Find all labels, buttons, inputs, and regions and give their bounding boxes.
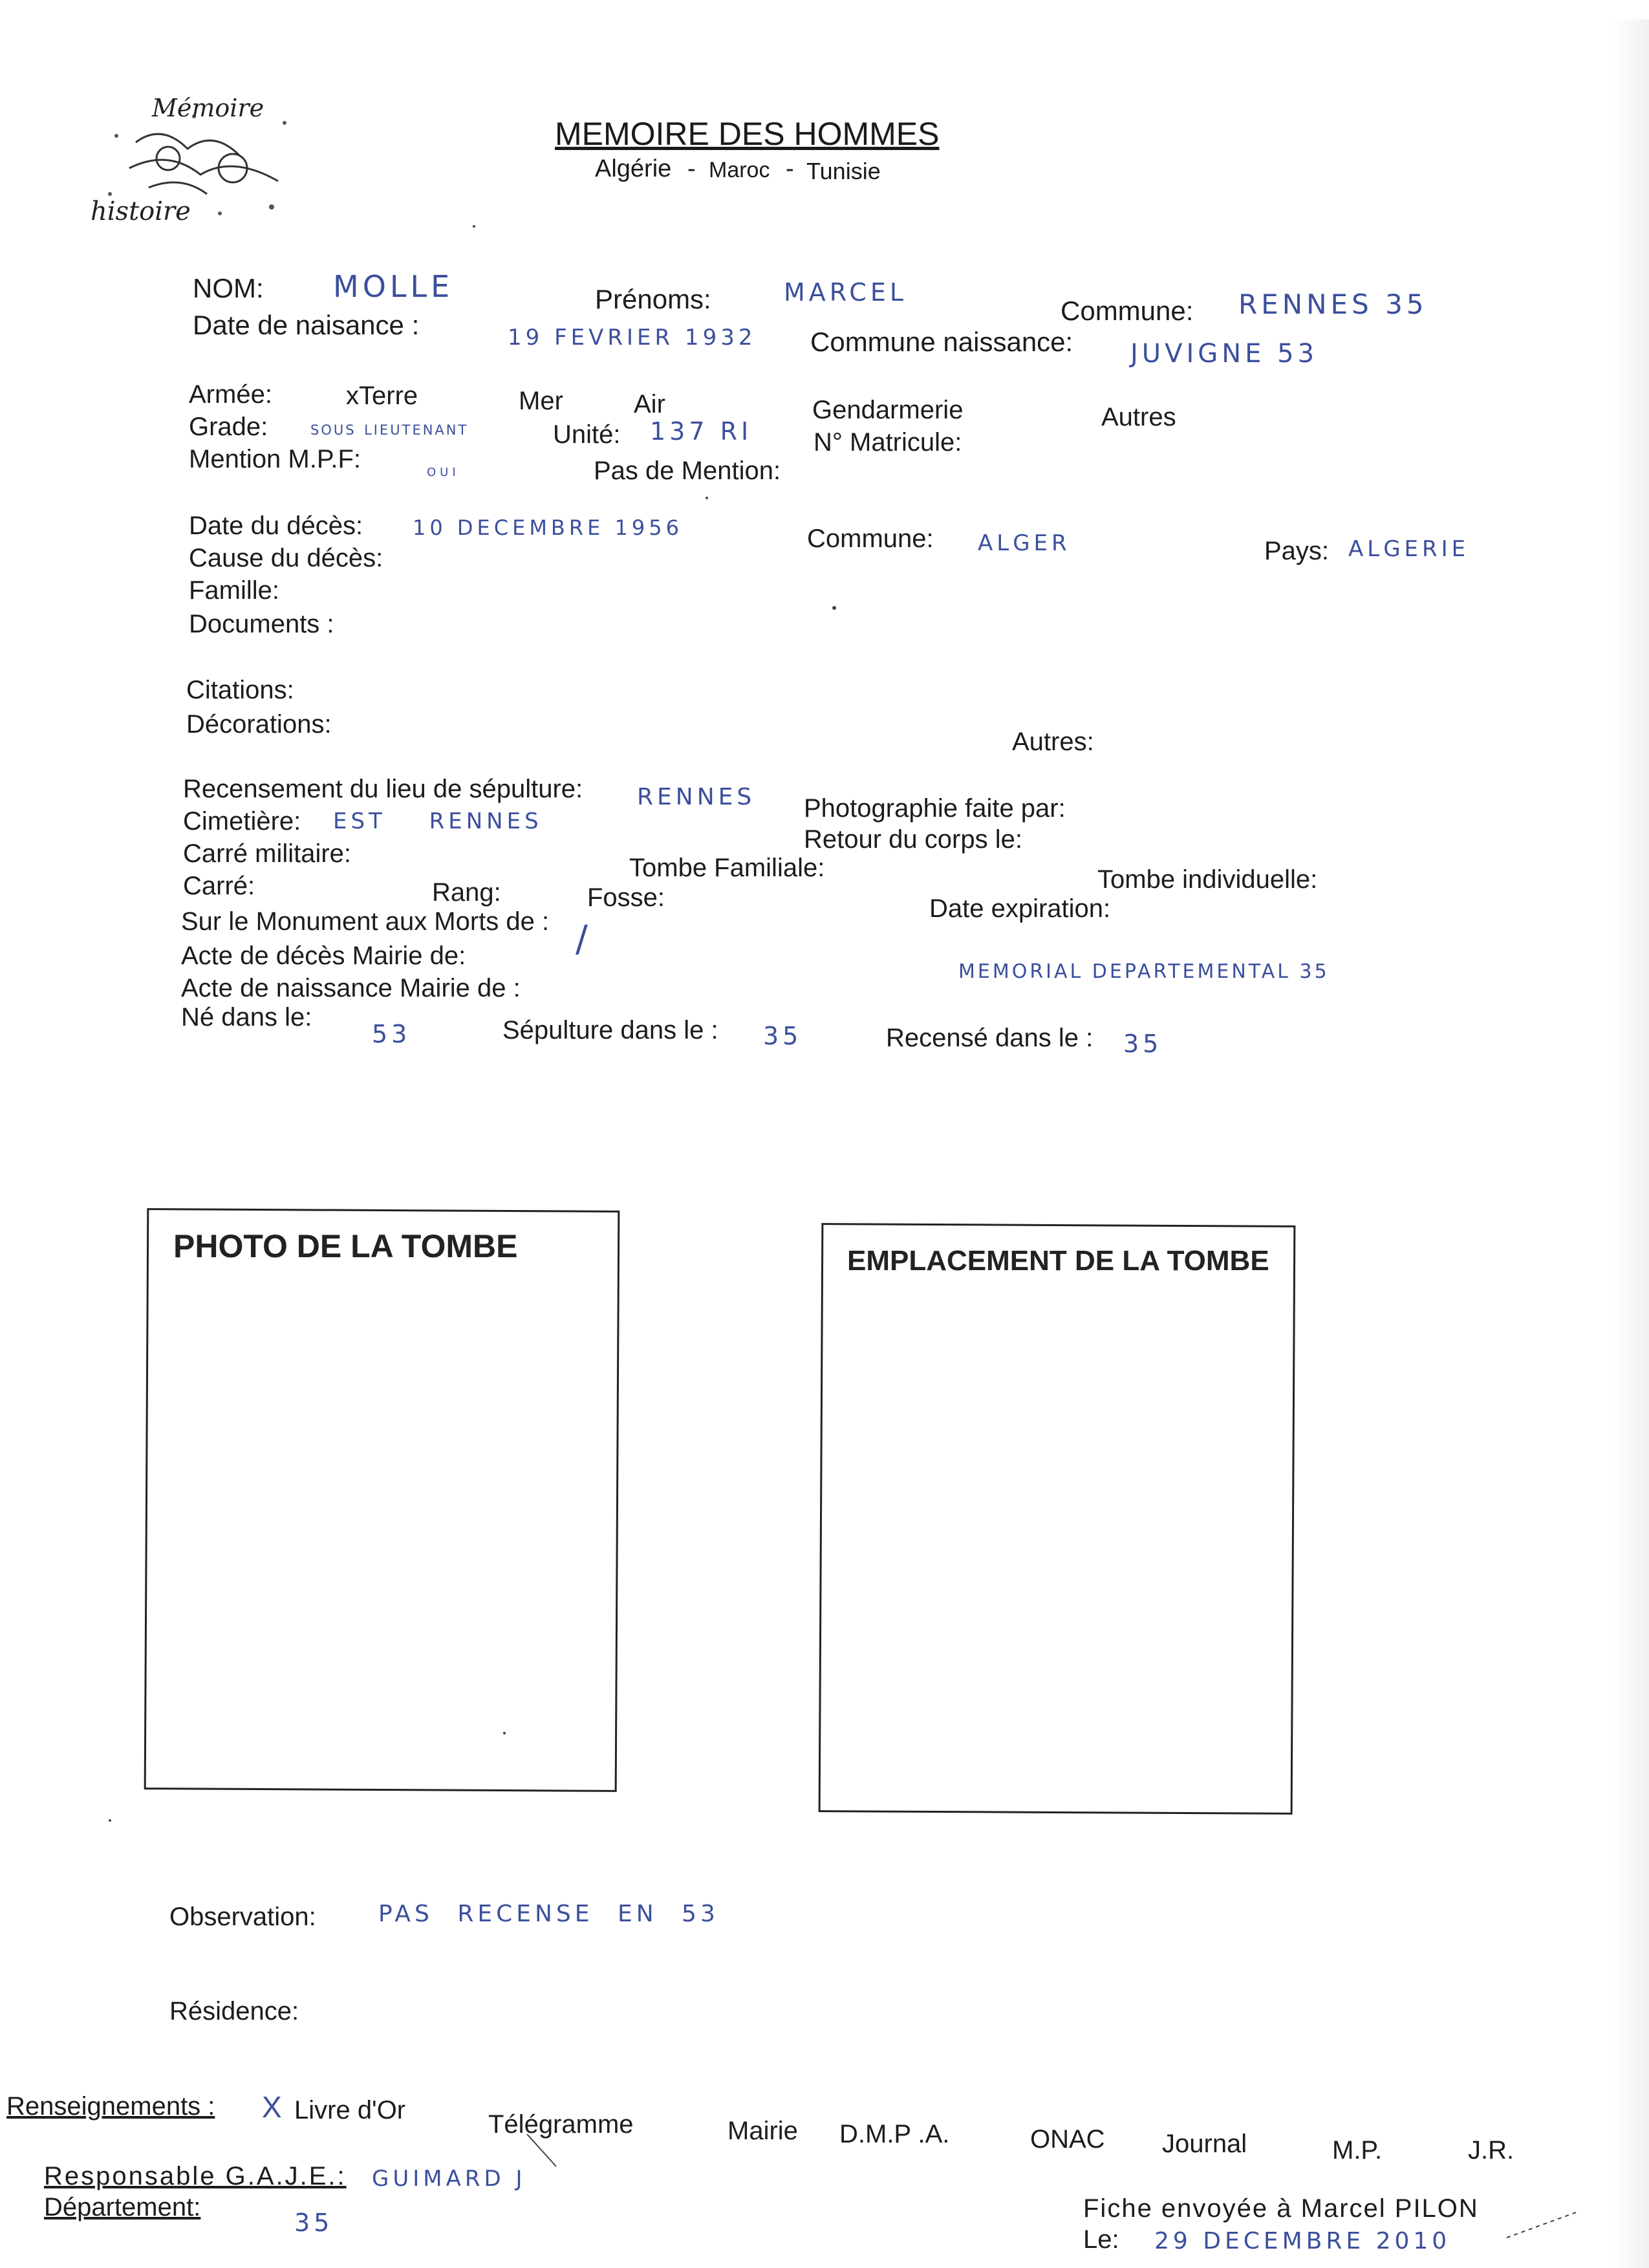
mairie-label: Mairie	[727, 2117, 798, 2145]
autres-honneurs-label: Autres:	[1012, 728, 1094, 756]
responsable-value: GUIMARD J	[372, 2166, 526, 2192]
decorations-label: Décorations:	[186, 710, 332, 739]
residence-label: Résidence:	[169, 1997, 299, 2025]
fiche-envoyee-label: Fiche envoyée à Marcel PILON	[1083, 2194, 1479, 2223]
date-deces-value: 10 DECEMBRE 1956	[413, 515, 683, 540]
onac-label: ONAC	[1030, 2125, 1105, 2154]
tombe-individuelle-label: Tombe individuelle:	[1097, 865, 1318, 894]
pays-label: Pays:	[1264, 537, 1330, 565]
dmpa-label: D.M.P .A.	[839, 2120, 950, 2148]
recense-dans-label: Recensé dans le :	[886, 1024, 1094, 1052]
photographie-label: Photographie faite par:	[804, 794, 1066, 823]
departement-value: 35	[294, 2209, 334, 2237]
prenoms-value: MARCEL	[784, 278, 908, 307]
commune-naissance-value: JUVIGNE 53	[1130, 339, 1319, 369]
mention-value: oui	[427, 461, 460, 481]
livre-check-mark: X	[262, 2090, 282, 2124]
le-value: 29 DECEMBRE 2010	[1154, 2228, 1451, 2254]
commune-deces-label: Commune:	[807, 524, 934, 553]
unite-label: Unité:	[553, 420, 621, 449]
date-naissance-value: 19 FEVRIER 1932	[508, 325, 757, 351]
citations-label: Citations:	[186, 676, 294, 704]
ne-dans-value: 53	[372, 1020, 411, 1048]
recense-dans-value: 35	[1123, 1030, 1163, 1058]
livre-or-label: Livre d'Or	[294, 2096, 406, 2124]
documents-label: Documents :	[189, 610, 334, 638]
mer-label: Mer	[519, 387, 563, 415]
carre-militaire-label: Carré militaire:	[183, 839, 352, 868]
responsable-label: Responsable G.A.J.E.:	[44, 2162, 347, 2190]
armee-label: Armée:	[189, 380, 272, 409]
logo-text-bottom: histoire	[91, 197, 191, 226]
nom-value: MOLLE	[333, 269, 454, 304]
matricule-label: N° Matricule:	[814, 428, 962, 457]
subtitle-algerie: Algérie	[595, 155, 672, 182]
cimetiere-label: Cimetière:	[183, 807, 301, 836]
retour-corps-label: Retour du corps le:	[804, 825, 1022, 854]
scan-dot	[706, 497, 708, 499]
telegramme-label: Télégramme	[488, 2110, 634, 2139]
acte-naissance-label: Acte de naissance Mairie de :	[181, 974, 521, 1002]
scan-dot	[503, 1732, 506, 1734]
commune-value: RENNES 35	[1238, 288, 1428, 320]
monument-value: /	[576, 918, 592, 960]
tombe-familiale-label: Tombe Familiale:	[629, 854, 825, 882]
cause-deces-label: Cause du décès:	[189, 544, 383, 572]
acte-deces-label: Acte de décès Mairie de:	[181, 942, 466, 970]
renseignements-label: Renseignements :	[6, 2092, 215, 2121]
cimetiere-value: EST RENNES	[333, 808, 543, 834]
autres-service-label: Autres	[1101, 403, 1176, 431]
commune-deces-value: ALGER	[978, 530, 1071, 556]
famille-label: Famille:	[189, 576, 280, 605]
observation-label: Observation:	[169, 1903, 316, 1931]
departement-label: Département:	[44, 2193, 201, 2221]
date-deces-label: Date du décès:	[189, 512, 363, 540]
sepulture-dans-label: Sépulture dans le :	[502, 1016, 718, 1044]
date-expiration-label: Date expiration:	[929, 894, 1111, 923]
scan-dot	[832, 606, 836, 610]
jr-label: J.R.	[1468, 2136, 1514, 2165]
date-naissance-label: Date de naisance :	[193, 310, 420, 340]
monument-label: Sur le Monument aux Morts de :	[181, 907, 550, 936]
nom-label: NOM:	[193, 273, 264, 303]
subtitle-separator-2: -	[786, 155, 794, 182]
fosse-label: Fosse:	[587, 883, 665, 912]
grade-value: sous lieutenant	[310, 417, 469, 440]
rang-label: Rang:	[432, 878, 501, 907]
pas-mention-label: Pas de Mention:	[594, 457, 781, 485]
air-label: Air	[634, 390, 665, 418]
observation-value: PAS RECENSE EN 53	[378, 1901, 719, 1927]
le-label: Le:	[1083, 2225, 1119, 2254]
terre-value: xTerre	[346, 382, 418, 410]
subtitle-tunisie: Tunisie	[806, 158, 881, 184]
journal-label: Journal	[1162, 2130, 1247, 2158]
photo-tombe-title: PHOTO DE LA TOMBE	[173, 1228, 518, 1264]
emplacement-tombe-title: EMPLACEMENT DE LA TOMBE	[847, 1245, 1269, 1277]
scan-mark-line	[1507, 2212, 1578, 2238]
commune-naissance-label: Commune naissance:	[810, 327, 1073, 357]
grade-label: Grade:	[189, 413, 268, 441]
carre-label: Carré:	[183, 872, 255, 900]
subtitle-separator-1: -	[687, 155, 696, 182]
commune-label: Commune:	[1061, 296, 1194, 326]
gendarmerie-label: Gendarmerie	[812, 396, 964, 424]
ne-dans-label: Né dans le:	[181, 1003, 312, 1031]
telegramme-tick	[527, 2134, 556, 2166]
page-title: MEMOIRE DES HOMMES	[555, 116, 940, 152]
sepulture-dans-value: 35	[763, 1022, 803, 1050]
scan-dot	[109, 1819, 111, 1822]
prenoms-label: Prénoms:	[595, 284, 711, 314]
recensement-value: RENNES	[637, 784, 756, 810]
scan-dot	[473, 225, 475, 228]
unite-value: 137 RI	[650, 417, 753, 446]
mention-label: Mention M.P.F:	[189, 445, 361, 473]
pays-value: ALGERIE	[1348, 536, 1470, 562]
subtitle-maroc: Maroc	[709, 158, 770, 182]
logo-text-top: Mémoire	[152, 97, 264, 122]
memorial-value: MEMORIAL DEPARTEMENTAL 35	[958, 960, 1330, 983]
mp-label: M.P.	[1332, 2136, 1383, 2165]
recensement-label: Recensement du lieu de sépulture:	[183, 775, 583, 803]
